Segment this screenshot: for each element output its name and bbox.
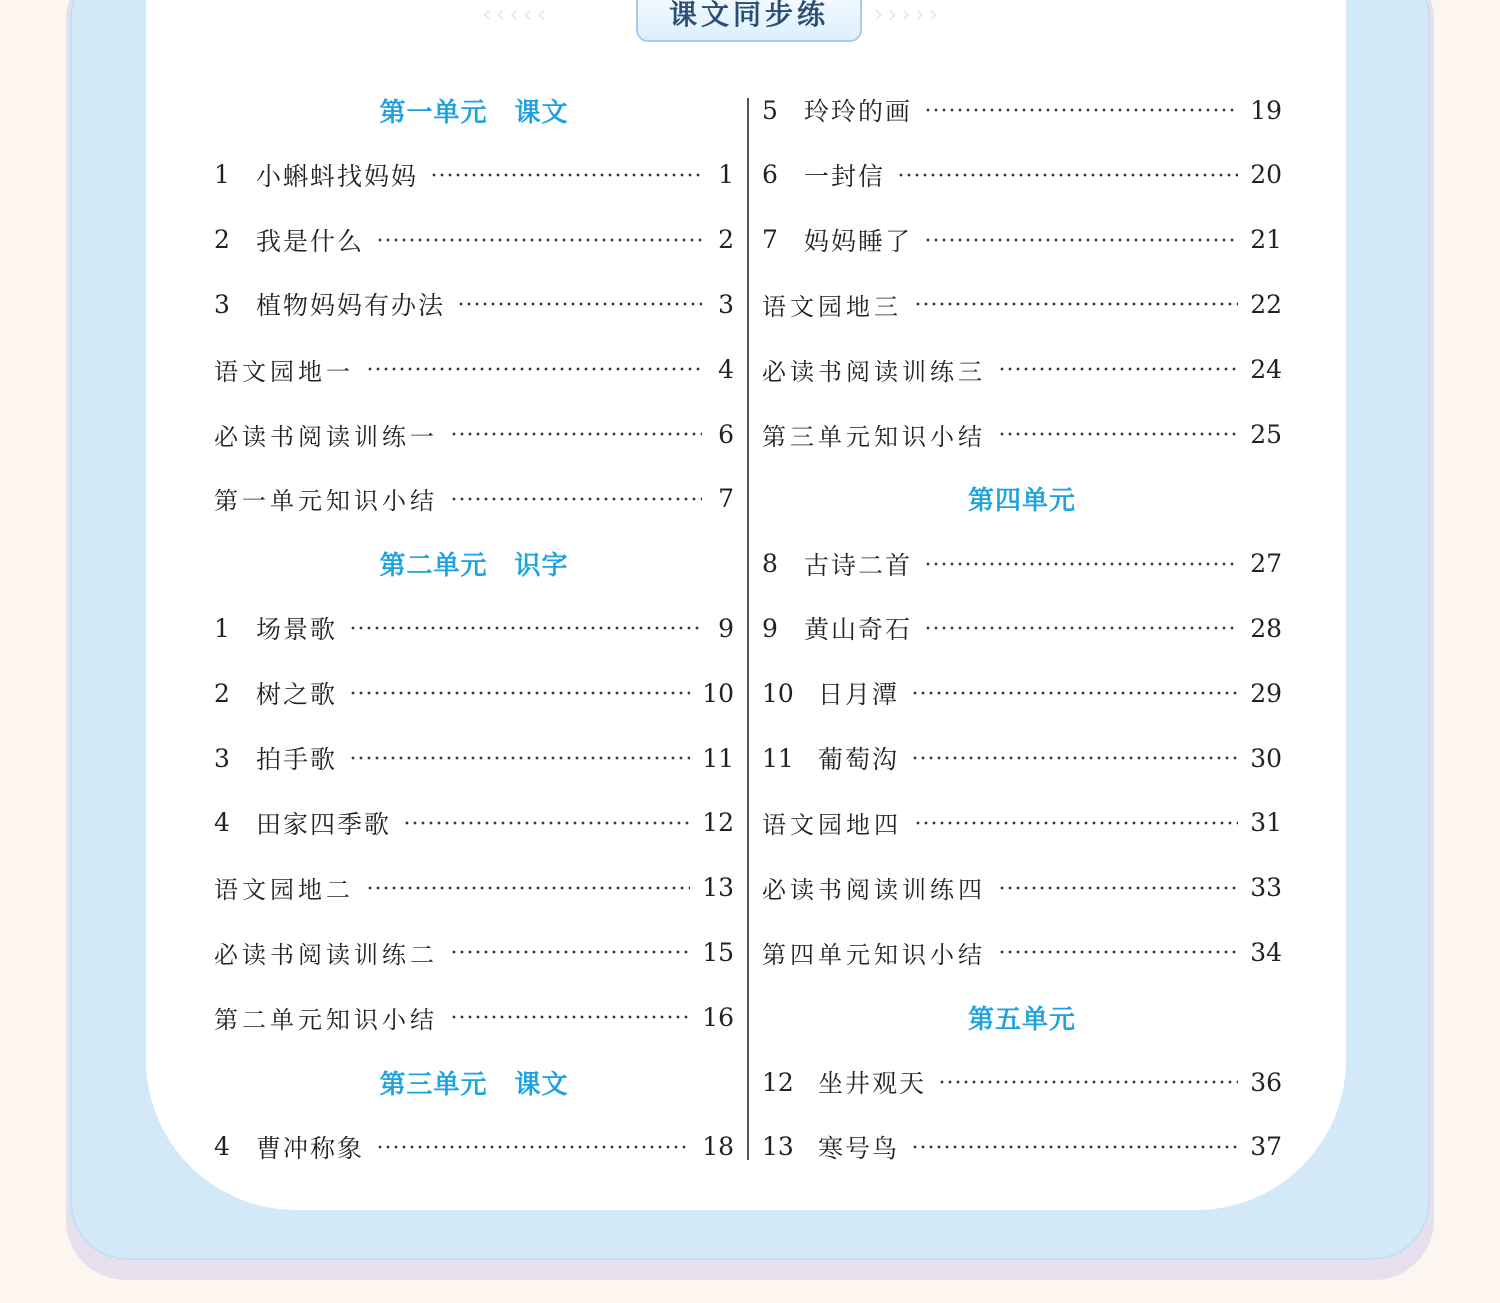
dot-leader	[924, 561, 1238, 567]
lesson-number: 1	[214, 160, 230, 190]
unit-heading: 第二单元 识字	[379, 551, 569, 582]
page-number: 29	[1250, 678, 1282, 708]
lesson-number: 12	[762, 1067, 794, 1097]
entry-title: 第四单元知识小结	[762, 940, 986, 969]
lesson-number: 2	[214, 225, 230, 255]
entry-title: 我是什么	[256, 226, 365, 256]
entry-title: 妈妈睡了	[804, 226, 913, 256]
toc-entry[interactable]	[214, 220, 734, 260]
page-number: 34	[1250, 937, 1282, 967]
toc-entry[interactable]	[762, 544, 1282, 584]
lesson-number: 2	[214, 678, 230, 708]
dot-leader	[914, 301, 1238, 307]
lesson-number: 6	[762, 160, 778, 190]
toc-entry[interactable]	[762, 155, 1282, 195]
page-number: 16	[702, 1002, 734, 1032]
dot-leader	[366, 885, 690, 891]
toc-entry[interactable]	[214, 738, 734, 778]
entry-title: 语文园地一	[214, 357, 354, 386]
toc-entry[interactable]	[762, 932, 1282, 972]
page-number: 3	[718, 289, 734, 319]
entry-title: 葡萄沟	[818, 745, 900, 774]
toc-entry[interactable]	[214, 155, 734, 195]
unit-heading: 第五单元	[967, 1004, 1076, 1035]
toc-entry[interactable]	[214, 673, 734, 713]
page-number: 37	[1250, 1132, 1282, 1162]
lesson-number: 13	[762, 1132, 794, 1162]
entry-title: 必读书阅读训练一	[214, 422, 438, 451]
dot-leader	[349, 625, 702, 631]
entry-title: 田家四季歌	[256, 809, 392, 839]
page-number: 18	[702, 1132, 734, 1162]
dot-leader	[897, 172, 1238, 178]
lesson-number: 1	[214, 613, 230, 643]
lesson-number: 10	[762, 678, 794, 708]
entry-title: 一封信	[804, 161, 886, 191]
toc-entry[interactable]	[214, 284, 734, 324]
dot-leader	[924, 107, 1238, 113]
dot-leader	[376, 237, 702, 243]
toc-entry[interactable]	[214, 932, 734, 972]
page-number: 20	[1250, 160, 1282, 190]
page-title-tab	[636, 0, 862, 42]
dot-leader	[924, 625, 1238, 631]
page-number: 24	[1250, 354, 1282, 384]
page-number: 28	[1250, 613, 1282, 643]
dot-leader	[998, 366, 1238, 372]
toc-entry[interactable]	[762, 868, 1282, 908]
left-arrows-decoration: ‹ ‹ ‹ ‹ ‹	[482, 0, 547, 28]
page-number: 22	[1250, 289, 1282, 319]
lesson-number: 3	[214, 289, 230, 319]
page-title: 课文同步练	[668, 0, 829, 31]
page-number: 11	[702, 743, 734, 773]
dot-leader	[450, 1014, 690, 1020]
entry-title: 场景歌	[256, 615, 338, 645]
lesson-number: 5	[762, 95, 778, 125]
page-number: 15	[702, 937, 734, 967]
dot-leader	[450, 496, 702, 502]
toc-entry[interactable]	[214, 608, 734, 648]
page-number: 12	[702, 808, 734, 838]
entry-title: 第一单元知识小结	[214, 487, 438, 516]
entry-title: 树之歌	[256, 680, 338, 710]
toc-entry[interactable]	[214, 414, 734, 454]
dot-leader	[450, 431, 702, 437]
page-number: 36	[1250, 1067, 1282, 1097]
entry-title: 小蝌蚪找妈妈	[256, 161, 419, 191]
toc-entry[interactable]	[762, 608, 1282, 648]
dot-leader	[938, 1079, 1238, 1085]
entry-title: 语文园地二	[214, 876, 354, 905]
lesson-number: 11	[762, 743, 794, 773]
page-number: 4	[718, 354, 734, 384]
lesson-number: 4	[214, 1132, 230, 1162]
toc-entry[interactable]	[214, 1127, 734, 1167]
dot-leader	[914, 820, 1238, 826]
page-number: 25	[1250, 419, 1282, 449]
entry-title: 寒号鸟	[818, 1133, 900, 1163]
page-number: 19	[1250, 95, 1282, 125]
page-number: 21	[1250, 225, 1282, 255]
toc-entry[interactable]	[762, 803, 1282, 843]
dot-leader	[349, 755, 690, 761]
dot-leader	[349, 690, 690, 696]
page-number: 6	[718, 419, 734, 449]
page-number: 27	[1250, 549, 1282, 579]
entry-title: 语文园地三	[762, 292, 902, 321]
page-number: 10	[702, 678, 734, 708]
dot-leader	[403, 820, 690, 826]
unit-heading: 第三单元 课文	[379, 1069, 569, 1100]
dot-leader	[430, 172, 702, 178]
page-number: 30	[1250, 743, 1282, 773]
lesson-number: 7	[762, 225, 778, 255]
entry-title: 日月潭	[818, 680, 900, 710]
column-divider	[747, 98, 749, 1160]
page-number: 9	[718, 613, 734, 643]
lesson-number: 3	[214, 743, 230, 773]
toc-entry[interactable]	[214, 349, 734, 389]
page-number: 31	[1250, 808, 1282, 838]
dot-leader	[998, 949, 1238, 955]
toc-entry[interactable]	[214, 479, 734, 519]
page-number: 13	[702, 873, 734, 903]
lesson-number: 4	[214, 808, 230, 838]
lesson-number: 8	[762, 549, 778, 579]
toc-entry[interactable]	[762, 1127, 1282, 1167]
entry-title: 玲玲的画	[804, 97, 913, 126]
entry-title: 第二单元知识小结	[214, 1005, 438, 1034]
dot-leader	[998, 885, 1238, 891]
entry-title: 古诗二首	[804, 550, 913, 580]
entry-title: 第三单元知识小结	[762, 422, 986, 451]
page-number: 7	[718, 484, 734, 514]
toc-entry[interactable]	[762, 220, 1282, 260]
dot-leader	[366, 366, 702, 372]
toc-entry[interactable]	[214, 997, 734, 1037]
entry-title: 必读书阅读训练三	[762, 357, 986, 386]
right-arrows-decoration: › › › › ›	[874, 0, 939, 28]
dot-leader	[457, 301, 702, 307]
toc-entry[interactable]	[762, 1062, 1282, 1102]
entry-title: 黄山奇石	[804, 615, 913, 645]
entry-title: 曹冲称象	[256, 1133, 365, 1163]
dot-leader	[911, 1144, 1238, 1150]
toc-entry[interactable]	[762, 90, 1282, 130]
toc-entry[interactable]	[762, 284, 1282, 324]
toc-entry[interactable]	[762, 673, 1282, 713]
entry-title: 坐井观天	[818, 1069, 927, 1098]
toc-entry[interactable]	[762, 738, 1282, 778]
entry-title: 必读书阅读训练四	[762, 876, 986, 905]
page-number: 2	[718, 225, 734, 255]
toc-entry[interactable]	[762, 414, 1282, 454]
dot-leader	[450, 949, 690, 955]
toc-entry[interactable]	[214, 868, 734, 908]
entry-title: 必读书阅读训练二	[214, 940, 438, 969]
unit-heading: 第四单元	[967, 486, 1076, 517]
dot-leader	[911, 755, 1238, 761]
dot-leader	[998, 431, 1238, 437]
page-number: 1	[718, 160, 734, 190]
entry-title: 拍手歌	[256, 745, 338, 774]
page-number: 33	[1250, 873, 1282, 903]
dot-leader	[376, 1144, 690, 1150]
unit-heading: 第一单元 课文	[379, 97, 569, 128]
toc-entry[interactable]	[214, 803, 734, 843]
dot-leader	[924, 237, 1238, 243]
dot-leader	[911, 690, 1238, 696]
lesson-number: 9	[762, 613, 778, 643]
entry-title: 语文园地四	[762, 811, 902, 840]
toc-entry[interactable]	[762, 349, 1282, 389]
entry-title: 植物妈妈有办法	[256, 291, 446, 321]
